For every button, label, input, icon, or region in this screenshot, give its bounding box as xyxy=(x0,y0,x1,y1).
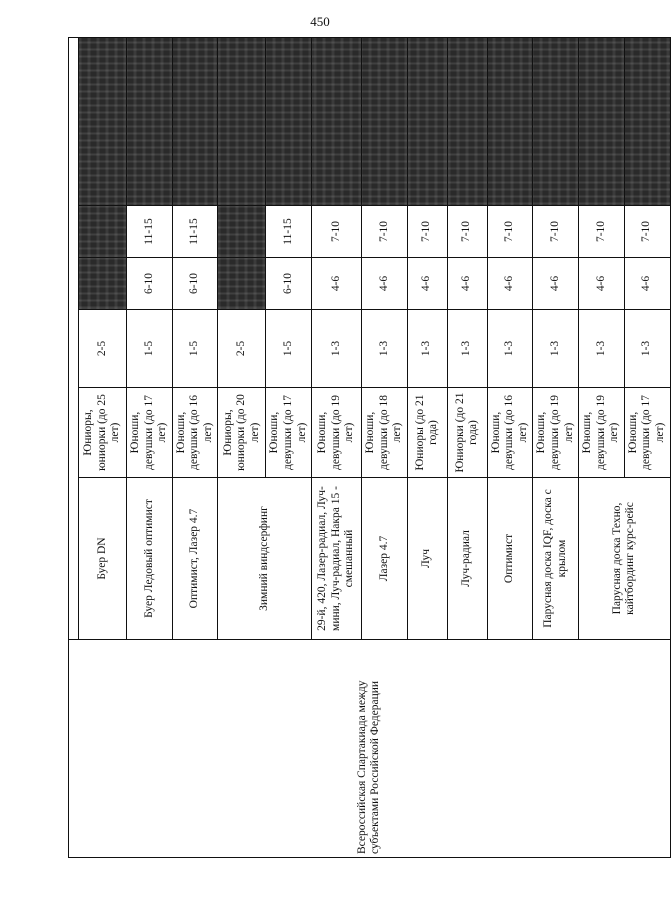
table-rotation-wrapper xyxy=(68,38,666,858)
discipline-cell: Зимний виндсерфинг xyxy=(218,478,312,640)
column-5-cell: 7-10 xyxy=(624,206,670,258)
column-5-cell: 7-10 xyxy=(533,206,579,258)
places-cell: 1-3 xyxy=(487,310,533,388)
page-number: 450 xyxy=(310,14,330,29)
dark-cell xyxy=(218,37,266,205)
category-cell: Юноши, девушки (до 17 лет) xyxy=(266,388,312,478)
column-5-cell: 7-10 xyxy=(312,206,362,258)
column-5-cell: 11-15 xyxy=(266,206,312,258)
column-4-cell: 4-6 xyxy=(407,258,447,310)
dark-cell xyxy=(266,37,312,205)
discipline-cell: Парусная доска Техно, кайтбординг курс-рейс xyxy=(579,478,670,640)
column-4-cell: 4-6 xyxy=(624,258,670,310)
discipline-cell: 29-й, 420, Лазер-радиал, Луч-мини, Луч-радиал, Накра 15 - смешанный xyxy=(312,478,362,640)
dark-cell xyxy=(218,258,266,310)
table-top-spacer xyxy=(69,37,79,639)
column-5-cell: 7-10 xyxy=(362,206,408,258)
column-5-cell: 11-15 xyxy=(172,206,218,258)
column-4-cell: 4-6 xyxy=(362,258,408,310)
dark-cell xyxy=(533,37,579,205)
dark-cell xyxy=(127,37,173,205)
column-5-cell: 7-10 xyxy=(487,206,533,258)
category-cell: Юноши, девушки (до 19 лет) xyxy=(533,388,579,478)
column-4-cell: 6-10 xyxy=(127,258,173,310)
places-cell: 1-5 xyxy=(266,310,312,388)
table-row xyxy=(69,37,79,857)
dark-cell xyxy=(579,37,625,205)
dark-cell xyxy=(218,206,266,258)
column-4-cell: 6-10 xyxy=(172,258,218,310)
category-cell: Юноши, девушки (до 16 лет) xyxy=(487,388,533,478)
discipline-cell: Лазер 4.7 xyxy=(362,478,408,640)
category-cell: Юниоры, юниорки (до 20 лет) xyxy=(218,388,266,478)
places-cell: 2-5 xyxy=(218,310,266,388)
category-cell: Юноши, девушки (до 18 лет) xyxy=(362,388,408,478)
places-cell: 1-5 xyxy=(127,310,173,388)
dark-cell xyxy=(312,37,362,205)
discipline-cell: Буер DN xyxy=(79,478,127,640)
category-cell: Юниоры (до 21 года) xyxy=(407,388,447,478)
discipline-cell: Буер Ледовый оптимист xyxy=(127,478,173,640)
places-cell: 1-3 xyxy=(312,310,362,388)
dark-cell xyxy=(172,37,218,205)
dark-cell xyxy=(487,37,533,205)
places-cell: 1-3 xyxy=(447,310,487,388)
discipline-cell: Оптимист xyxy=(487,478,533,640)
column-4-cell: 4-6 xyxy=(312,258,362,310)
places-cell: 2-5 xyxy=(79,310,127,388)
places-cell: 1-3 xyxy=(624,310,670,388)
places-cell: 1-3 xyxy=(407,310,447,388)
category-cell: Юноши, девушки (до 16 лет) xyxy=(172,388,218,478)
places-cell: 1-3 xyxy=(362,310,408,388)
discipline-cell: Луч xyxy=(407,478,447,640)
column-4-cell: 4-6 xyxy=(533,258,579,310)
category-cell: Юноши, девушки (до 17 лет) xyxy=(127,388,173,478)
column-5-cell: 7-10 xyxy=(579,206,625,258)
discipline-cell: Оптимист, Лазер 4.7 xyxy=(172,478,218,640)
event-name-cell: Всероссийская Спартакиада между субъектами Российской Федерации xyxy=(69,640,671,858)
places-cell: 1-3 xyxy=(579,310,625,388)
category-cell: Юноши, девушки (до 17 лет) xyxy=(624,388,670,478)
dark-cell xyxy=(624,37,670,205)
discipline-cell: Парусная доска IQF, доска с крылом xyxy=(533,478,579,640)
sports-ranking-table xyxy=(68,37,671,858)
column-4-cell: 4-6 xyxy=(579,258,625,310)
discipline-cell: Луч-радиал xyxy=(447,478,487,640)
dark-cell xyxy=(79,37,127,205)
column-5-cell: 7-10 xyxy=(407,206,447,258)
column-4-cell: 6-10 xyxy=(266,258,312,310)
dark-cell xyxy=(407,37,447,205)
category-cell: Юноши, девушки (до 19 лет) xyxy=(579,388,625,478)
dark-cell xyxy=(79,206,127,258)
dark-cell xyxy=(447,37,487,205)
column-5-cell: 7-10 xyxy=(447,206,487,258)
dark-cell xyxy=(362,37,408,205)
category-cell: Юниоры, юниорки (до 25 лет) xyxy=(79,388,127,478)
dark-cell xyxy=(79,258,127,310)
category-cell: Юниорки (до 21 года) xyxy=(447,388,487,478)
column-5-cell: 11-15 xyxy=(127,206,173,258)
rotated-table-area xyxy=(68,38,666,858)
category-cell: Юноши, девушки (до 19 лет) xyxy=(312,388,362,478)
places-cell: 1-5 xyxy=(172,310,218,388)
column-4-cell: 4-6 xyxy=(487,258,533,310)
column-4-cell: 4-6 xyxy=(447,258,487,310)
places-cell: 1-3 xyxy=(533,310,579,388)
